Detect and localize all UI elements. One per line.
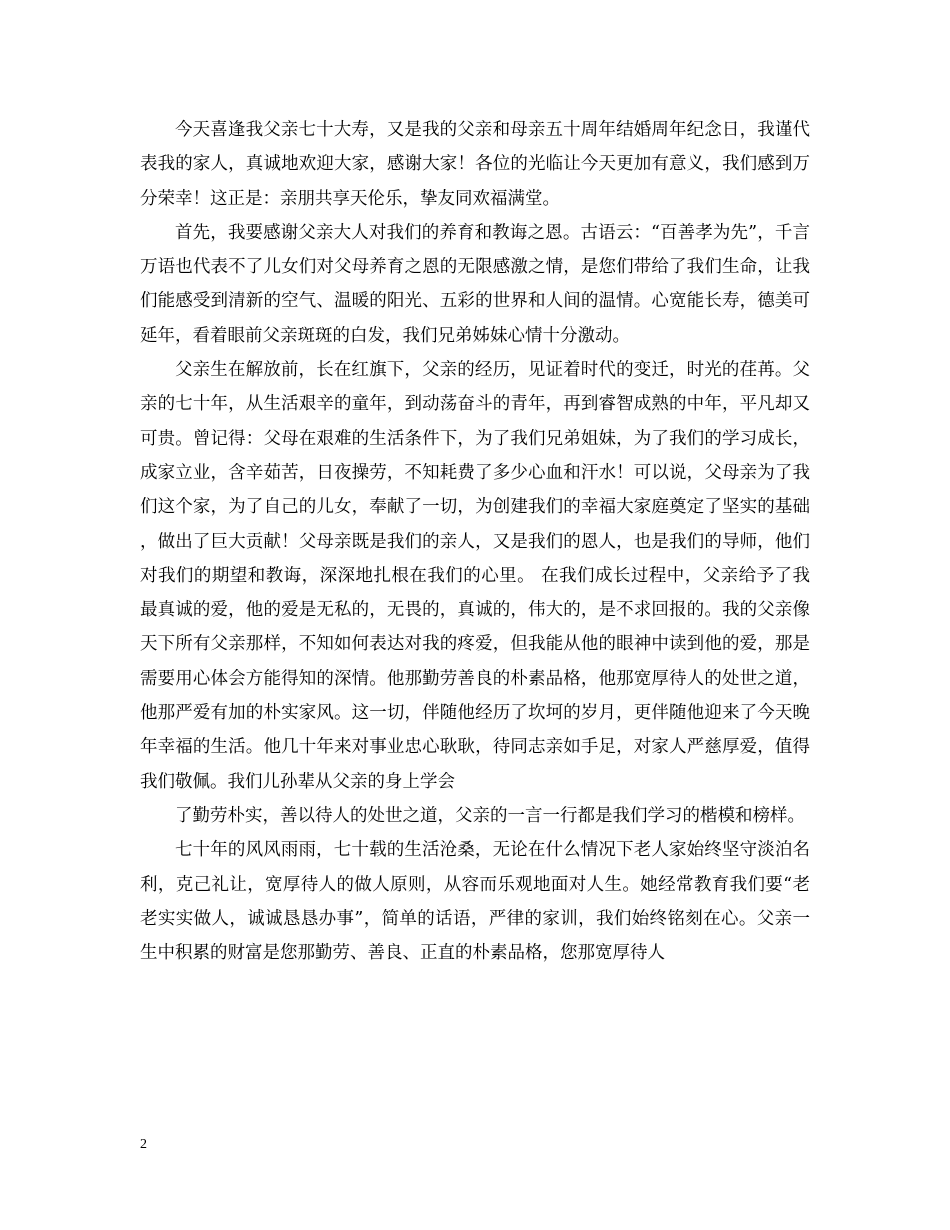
paragraph-gratitude: 首先，我要感谢父亲大人对我们的养育和教诲之恩。古语云：“百善孝为先”，千言万语也代表不了儿女们对父母养育之恩的无限感激之情，是您们带给了我们生命，让我们能感受到清新的空气、温暖的阳光、五彩的世界和人间的温情。心宽能长寿，德美可延年，看着眼前父亲斑斑的白发，我们兄弟姊妹心情十分激动。 (140, 222, 810, 346)
paragraph-father-life: 父亲生在解放前，长在红旗下，父亲的经历，见证着时代的变迁，时光的荏苒。父亲的七十年，从生活艰辛的童年，到动荡奋斗的青年，再到睿智成熟的中年，平凡却又可贵。曾记得：父母在艰难的生活条件下，为了我们兄弟姐妹，为了我们的学习成长，成家立业，含辛茹苦，日夜操劳，不知耗费了多少心血和汗水！可以说，父母亲为了我们这个家，为了自己的儿女，奉献了一切，为创建我们的幸福大家庭奠定了坚实的基础，做出了巨大贡献！父母亲既是我们的亲人，又是我们的恩人，也是我们的导师，他们对我们的期望和教诲，深深地扎根在我们的心里。 在我们成长过程中，父亲给予了我最真诚的爱，他的爱是无私的，无畏的，真诚的，伟大的，是不求回报的。我的父亲像天下所有父亲那样，不知如何表达对我的疼爱，但我能从他的眼神中读到他的爱，那是需要用心体会方能得知的深情。他那勤劳善良的朴素品格，他那宽厚待人的处世之道，他那严爱有加的朴实家风。这一切，伴随他经历了坎坷的岁月，更伴随他迎来了今天晚年幸福的生活。他几十年来对事业忠心耿耿，待同志亲如手足，对家人严慈厚爱，值得我们敬佩。我们儿孙辈从父亲的身上学会 (140, 360, 810, 792)
page-number: 2 (140, 1137, 147, 1152)
document-body (140, 113, 810, 970)
paragraph-seventy-years: 七十年的风风雨雨，七十载的生活沧桑，无论在什么情况下老人家始终坚守淡泊名利，克己礼让，宽厚待人的做人原则，从容而乐观地面对人生。她经常教育我们要“老老实实做人，诚诚恳恳办事”，简单的话语，严律的家训，我们始终铭刻在心。父亲一生中积累的财富是您那勤劳、善良、正直的朴素品格，您那宽厚待人 (140, 840, 810, 964)
paragraph-lessons: 了勤劳朴实，善以待人的处世之道，父亲的一言一行都是我们学习的楷模和榜样。 (175, 805, 805, 826)
paragraph-birthday-greeting: 今天喜逢我父亲七十大寿，又是我的父亲和母亲五十周年结婚周年纪念日，我谨代表我的家人，真诚地欢迎大家，感谢大家！各位的光临让今天更加有意义，我们感到万分荣幸！这正是：亲朋共享天伦乐，挚友同欢福满堂。 (140, 120, 810, 209)
